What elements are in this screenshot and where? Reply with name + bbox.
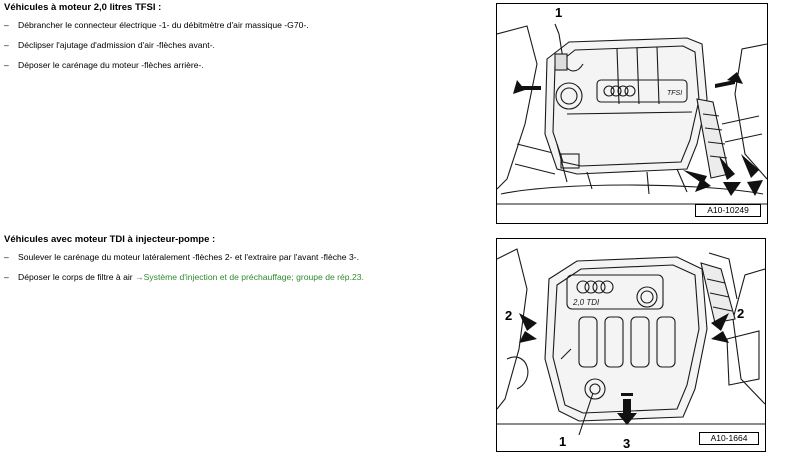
step-item bbox=[4, 40, 474, 51]
step-dash: – bbox=[4, 60, 9, 70]
section-tfsi bbox=[4, 2, 474, 80]
figure-id-tag: A10-1664 bbox=[699, 432, 759, 445]
step-item bbox=[4, 272, 474, 283]
figure-tfsi-engine bbox=[496, 3, 768, 224]
section-heading-tfsi: Véhicules à moteur 2,0 litres TFSI : bbox=[4, 2, 162, 13]
step-text-before-link: Déposer le corps de filtre à air bbox=[18, 272, 136, 282]
step-text: Déclipser l'ajutage d'admission d'air -flèches avant-. bbox=[18, 40, 215, 50]
engine-cover-text: TFSI bbox=[667, 90, 683, 97]
step-text: Soulever le carénage du moteur latéralement -flèches 2- et l'extraire par l'avant -flèche 3-. bbox=[18, 252, 359, 262]
step-item bbox=[4, 252, 474, 263]
step-dash: – bbox=[4, 272, 9, 282]
engine-illustration-tfsi bbox=[497, 4, 767, 223]
figure-tdi-engine bbox=[496, 238, 766, 452]
figure-id-tag: A10-10249 bbox=[695, 204, 761, 217]
figure-callout: 1 bbox=[559, 434, 567, 449]
figure-callout: 3 bbox=[623, 436, 631, 451]
step-dash: – bbox=[4, 20, 9, 30]
step-text bbox=[18, 272, 364, 283]
step-text: Débrancher le connecteur électrique -1- du débitmètre d'air massique -G70-. bbox=[18, 20, 309, 30]
step-text: Déposer le carénage du moteur -flèches arrière-. bbox=[18, 60, 204, 70]
figure-callout: 2 bbox=[737, 306, 745, 321]
step-item bbox=[4, 60, 474, 71]
repair-group-link[interactable]: →Système d'injection et de préchauffage; groupe de rép.23. bbox=[135, 272, 364, 282]
figure-callout: 2 bbox=[505, 308, 513, 323]
section-heading-tdi: Véhicules avec moteur TDI à injecteur-pompe : bbox=[4, 234, 216, 245]
engine-cover-text: 2,0 TDI bbox=[573, 298, 600, 307]
figure-callout: 1 bbox=[555, 5, 563, 20]
step-item bbox=[4, 20, 474, 31]
step-dash: – bbox=[4, 252, 9, 262]
section-tdi bbox=[4, 234, 474, 292]
engine-illustration-tdi bbox=[497, 239, 765, 451]
step-dash: – bbox=[4, 40, 9, 50]
